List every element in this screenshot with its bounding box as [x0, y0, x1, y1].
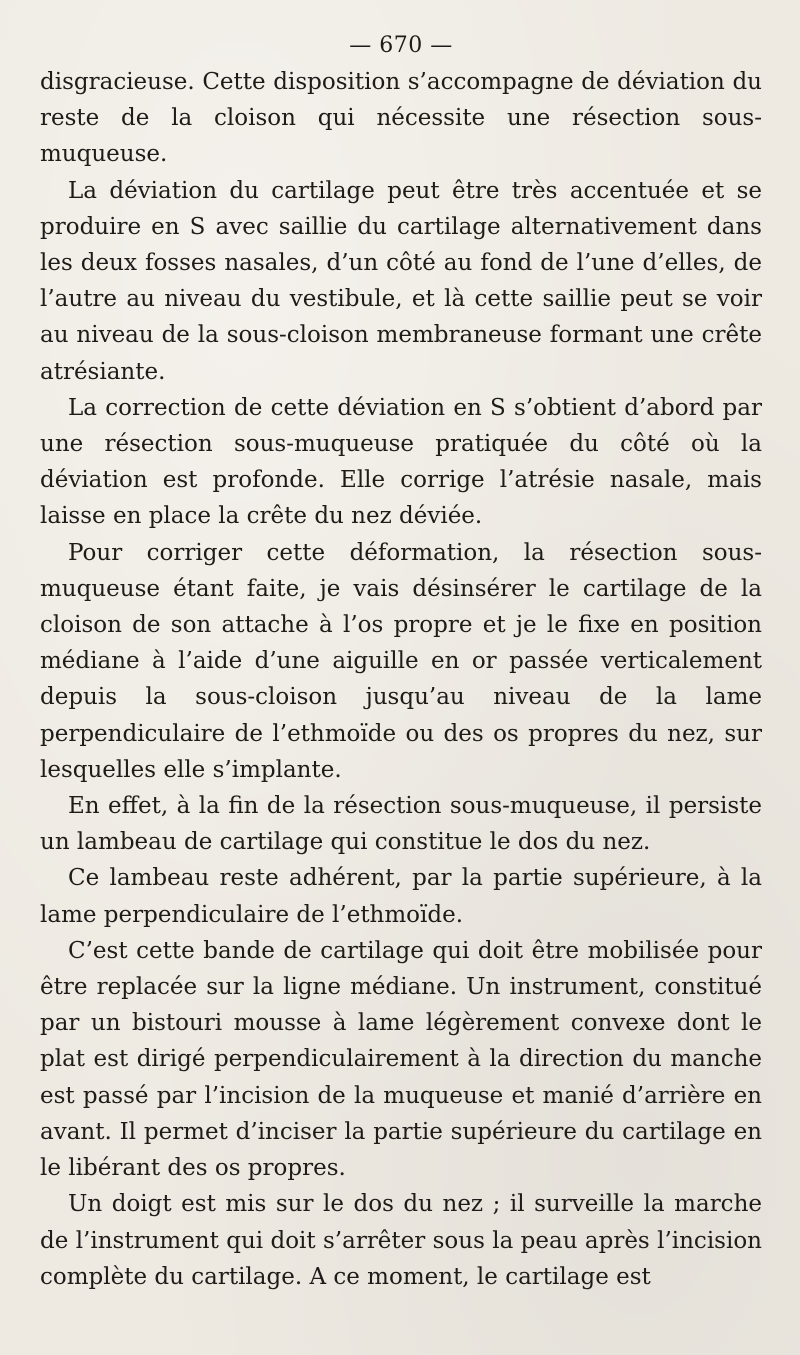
paragraph: C’est cette bande de cartilage qui doit être mobilisée pour être replacée sur la ligne médiane. Un instrument, constitué par un bistouri mousse à lame légèrement convexe dont le plat est dirigé perpendiculairement à la direction du manche est passé par l’incision de la muqueuse et manié d’arrière en avant. Il permet d’inciser la partie supérieure du cartilage en le libérant des os propres. [40, 937, 762, 1182]
paragraph: Pour corriger cette déformation, la résection sous-muqueuse étant faite, je vais désinsérer le cartilage de la cloison de son attache à l’os propre et je le fixe en position médiane à l’aide d’une aiguille en or passée verticalement depuis la sous-cloison jusqu’au niveau de la lame perpendiculaire de l’ethmoïde ou des os propres du nez, sur lesquelles elle s’implante. [40, 539, 762, 783]
page-number: — 670 — [349, 33, 453, 58]
paragraph: Un doigt est mis sur le dos du nez ; il surveille la marche de l’instrument qui doit s’arrêter sous la peau après l’incision complète du cartilage. A ce moment, le cartilage est [40, 1191, 762, 1290]
paragraph: En effet, à la fin de la résection sous-muqueuse, il persiste un lambeau de cartilage qui constitue le dos du nez. [40, 793, 762, 856]
paragraph: Ce lambeau reste adhérent, par la partie supérieure, à la lame perpendiculaire de l’ethmoïde. [40, 865, 762, 928]
paragraph-continuation: disgracieuse. Cette disposition s’accompagne de déviation du reste de la cloison qui nécessite une résection sous-muqueuse. [40, 69, 762, 168]
paragraph: La déviation du cartilage peut être très accentuée et se produire en S avec saillie du cartilage alternativement dans les deux fosses nasales, d’un côté au fond de l’une d’elles, de l’autre au niveau du vestibule, et là cette saillie peut se voir au niveau de la sous-cloison membraneuse formant une crête atrésiante. [40, 177, 762, 385]
paragraph: La correction de cette déviation en S s’obtient d’abord par une résection sous-muqueuse pratiquée du côté où la déviation est profonde. Elle corrige l’atrésie nasale, mais laisse en place la crête du nez déviée. [40, 394, 762, 530]
